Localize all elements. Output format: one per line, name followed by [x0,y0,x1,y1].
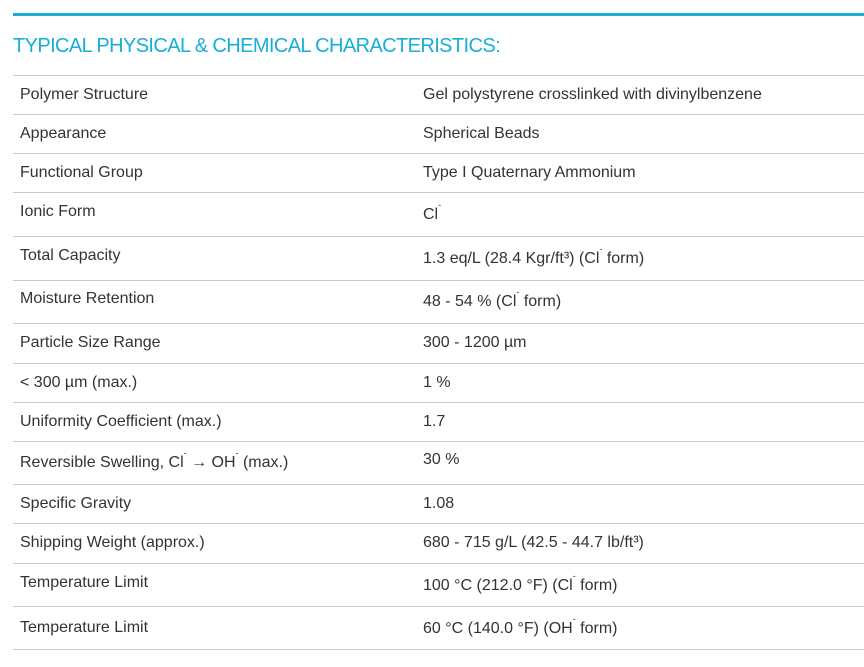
table-row [13,76,864,115]
text-segment: Shipping Weight (approx.) [20,534,205,551]
property-value [423,164,636,182]
property-value [423,125,540,143]
text-segment: Cl [423,206,439,223]
text-segment: 680 - 715 g/L (42.5 - 44.7 lb/ft³) [423,534,644,551]
superscript-charge: - [599,244,603,254]
text-segment: 30 % [423,451,460,468]
table-row [13,564,864,607]
property-value [423,534,644,552]
text-segment: Spherical Beads [423,125,540,142]
text-segment: 300 - 1200 µm [423,334,527,351]
superscript-charge: - [235,448,239,458]
property-name [20,290,154,308]
property-name [20,203,96,221]
property-value [423,495,454,513]
property-name [20,247,121,265]
superscript-charge: - [438,200,442,210]
property-name [20,448,289,472]
table-row [13,403,864,442]
property-name [20,334,161,352]
property-value [423,451,459,469]
property-value [423,413,445,431]
table-row [13,442,864,485]
text-segment: Particle Size Range [20,334,161,351]
text-segment: 48 - 54 % (Cl [423,293,517,310]
text-segment: Functional Group [20,164,143,181]
property-name [20,125,106,143]
text-segment: < 300 µm (max.) [20,374,138,391]
text-segment: Temperature Limit [20,619,149,636]
property-value [423,244,645,268]
text-segment: (max.) [238,454,289,471]
table-row [13,281,864,324]
properties-table [13,75,864,650]
property-value [423,287,562,311]
property-value [423,614,618,638]
property-value [423,86,762,104]
top-accent-rule [13,13,864,16]
superscript-charge: - [516,287,520,297]
property-name [20,374,137,392]
property-value [423,334,527,352]
text-segment: 1.08 [423,495,455,512]
text-segment: Total Capacity [20,247,121,264]
text-segment: Specific Gravity [20,495,132,512]
table-row [13,237,864,281]
text-segment: 1.7 [423,413,446,430]
text-segment: Polymer Structure [20,86,149,103]
table-row [13,115,864,154]
table-row [13,154,864,193]
table-row [13,485,864,524]
text-segment: Moisture Retention [20,290,155,307]
text-segment: 1.3 eq/L (28.4 Kgr/ft³) (Cl [423,250,600,267]
property-name [20,534,205,552]
text-segment: form) [602,250,645,267]
text-segment: Appearance [20,125,107,142]
text-segment: form) [575,577,618,594]
property-name [20,619,148,637]
text-segment: Uniformity Coefficient (max.) [20,413,222,430]
text-segment: Gel polystyrene crosslinked with divinylbenzene [423,86,762,103]
property-name [20,413,222,431]
superscript-charge: - [572,571,576,581]
table-row [13,607,864,650]
text-segment: Ionic Form [20,203,96,220]
text-segment: 1 % [423,374,451,391]
property-value [423,200,442,224]
table-row [13,524,864,564]
superscript-charge: - [572,614,576,624]
text-segment: → OH [186,454,236,471]
table-row [13,324,864,364]
text-segment: 100 °C (212.0 °F) (Cl [423,577,573,594]
text-segment: 60 °C (140.0 °F) (OH [423,620,573,637]
section-heading: TYPICAL PHYSICAL & CHEMICAL CHARACTERISTICS: [13,35,501,57]
table-row [13,364,864,403]
superscript-charge: - [183,448,187,458]
property-name [20,164,143,182]
text-segment: form) [575,620,618,637]
property-value [423,374,451,392]
text-segment: Temperature Limit [20,574,149,591]
text-segment: form) [519,293,562,310]
property-name [20,86,148,104]
text-segment: Reversible Swelling, Cl [20,454,184,471]
table-row [13,193,864,237]
property-name [20,574,148,592]
text-segment: Type I Quaternary Ammonium [423,164,636,181]
property-name [20,495,131,513]
property-value [423,571,618,595]
